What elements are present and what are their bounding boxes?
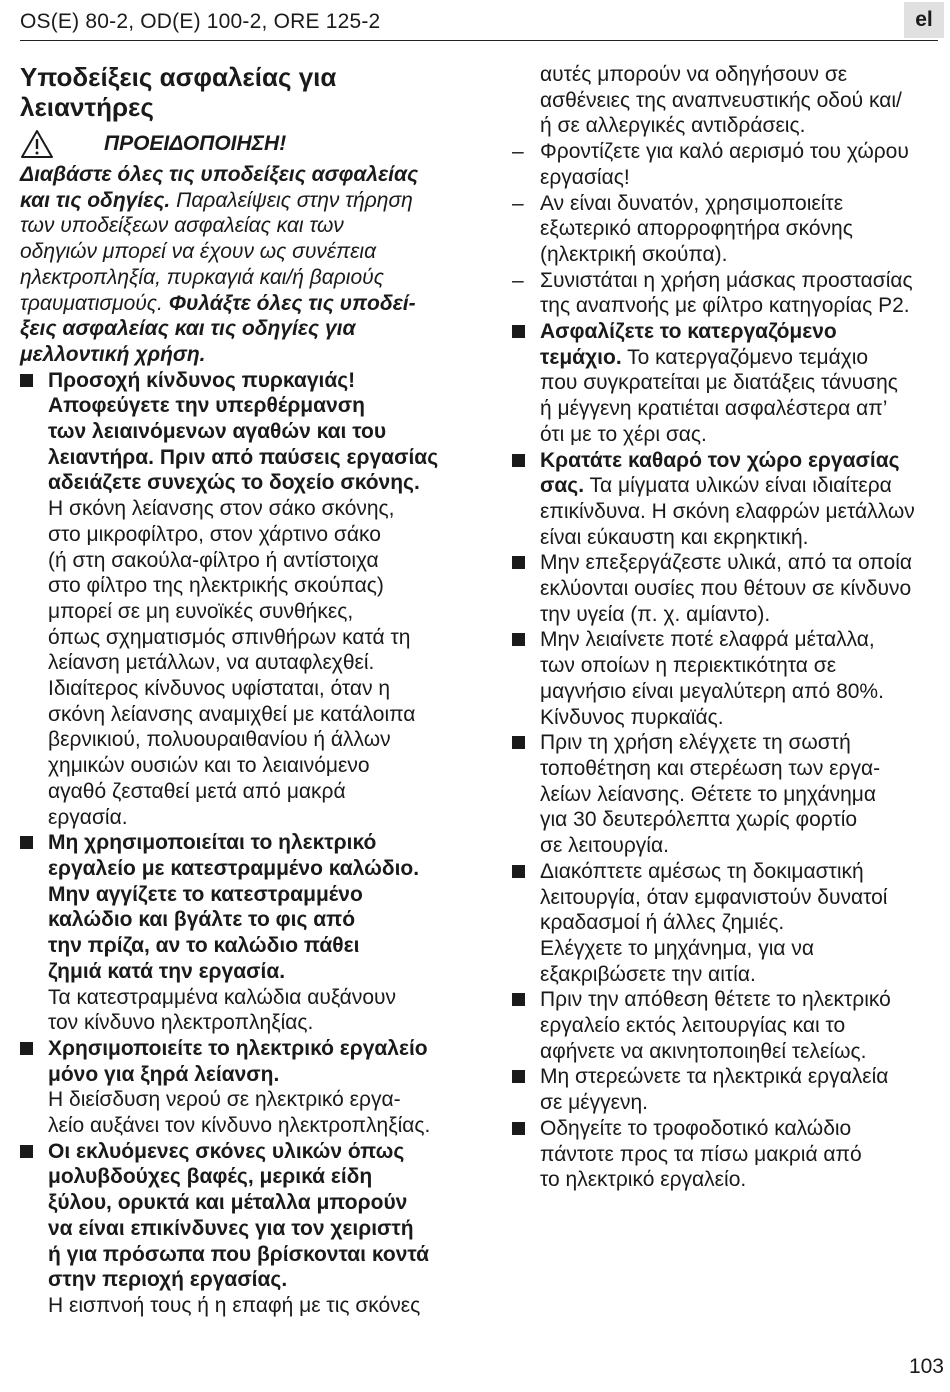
bullet-square-icon — [20, 1042, 33, 1055]
list-item-fire — [20, 368, 460, 831]
item-text: αυτές μπορούν να οδηγήσουν σε — [540, 63, 848, 86]
bullet-square-icon — [512, 633, 525, 646]
intro-bold: Διαβάστε όλες τις υποδείξεις ασφαλείας — [20, 163, 419, 186]
bullet-square-icon — [512, 556, 525, 569]
section-title — [20, 62, 460, 122]
dash-item-extraction — [512, 191, 948, 268]
bullet-square-icon — [512, 325, 525, 338]
item-text: Ιδιαίτερος κίνδυνος υφίσταται, όταν η — [48, 677, 391, 701]
item-bold-text: Χρησιμοποιείτε το ηλεκτρικό εργαλείο — [48, 1036, 428, 1060]
item-text: Πριν τη χρήση ελέγχετε τη σωστή — [540, 731, 851, 755]
item-text: λείανση μετάλλων, να αυταφλεχθεί. — [48, 651, 375, 675]
item-text: (ηλεκτρική σκούπα). — [540, 242, 728, 266]
item-text: είναι εύκαυστη και εκρηκτική. — [540, 525, 809, 549]
item-bold-text: αδειάζετε συνεχώς το δοχείο σκόνης. — [48, 471, 420, 495]
item-bold-text: την πρίζα, αν το καλώδιο πάθει — [48, 934, 360, 958]
bullet-square-icon — [20, 836, 33, 849]
item-text: Η σκόνη λείανσης στον σάκο σκόνης, — [48, 497, 395, 521]
warning-row — [20, 128, 460, 160]
item-text: τοποθέτηση και στερέωση των εργα- — [540, 756, 881, 780]
intro-text: τραυματισμούς. — [20, 291, 169, 315]
item-bold-text: καλώδιο και βγάλτε το φις από — [48, 908, 356, 932]
list-item-no-vise — [512, 1064, 948, 1115]
item-text: Ελέγχετε το μηχάνημα, για να — [540, 936, 815, 960]
dust-continuation — [512, 62, 948, 139]
item-bold-text: Προσοχή κίνδυνος πυρκαγιάς! — [48, 368, 356, 392]
item-text: στο φίλτρο της ηλεκτρικής σκούπας) — [48, 574, 384, 598]
item-text: εκλύονται ουσίες που θέτουν σε κίνδυνο — [540, 577, 912, 601]
item-text: κραδασμοί ή άλλες ζημιές. — [540, 911, 785, 935]
list-item-dust — [20, 1139, 460, 1319]
page-number: 103 — [908, 1355, 944, 1378]
item-text: εργασία. — [48, 805, 128, 829]
list-item-check-tools — [512, 730, 948, 859]
item-text: εργαλείο εκτός λειτουργίας και το — [540, 1014, 846, 1038]
item-text: για 30 δευτερόλεπτα χωρίς φορτίο — [540, 808, 858, 832]
intro-text: των υποδείξεων ασφαλείας και των — [20, 214, 344, 238]
right-column — [512, 62, 948, 1193]
item-text: που συγκρατείται με διατάξεις τάνυσης — [540, 371, 898, 395]
item-text: Μην λειαίνετε ποτέ ελαφρά μέταλλα, — [540, 628, 875, 652]
item-text: λειτουργία, όταν εμφανιστούν δυνατοί — [540, 885, 888, 909]
item-bold-text: Αποφεύγετε την υπερθέρμανση — [48, 394, 365, 418]
intro-bold: μελλοντική χρήση. — [20, 342, 206, 366]
dash-marker: – — [512, 191, 524, 215]
item-bold-text: Οι εκλυόμενες σκόνες υλικών όπως — [48, 1139, 405, 1163]
bullet-square-icon — [512, 454, 525, 467]
item-text: Διακόπτετε αμέσως τη δοκιμαστική — [540, 859, 864, 883]
bullet-square-icon — [512, 993, 525, 1006]
item-text: Φροντίζετε για καλό αερισμό του χώρου — [540, 140, 909, 164]
warning-label: ΠΡΟΕΙΔΟΠΟΙΗΣΗ! — [104, 132, 287, 156]
item-bold-text: των λειαινόμενων αγαθών και του — [48, 420, 387, 444]
item-bold-text: ή για πρόσωπα που βρίσκονται κοντά — [48, 1242, 430, 1266]
intro-bold: Φυλάξτε όλες τις υποδεί- — [168, 291, 416, 315]
item-text: Αν είναι δυνατόν, χρησιμοποιείτε — [540, 191, 844, 215]
item-text: ασθένειες της αναπνευστικής οδού και/ — [540, 88, 902, 112]
item-text: (ή στη σακούλα-φίλτρο ή αντίστοιχα — [48, 548, 379, 572]
item-bold-text: Κρατάτε καθαρό τον χώρο εργασίας — [540, 448, 900, 472]
bullet-square-icon — [512, 736, 525, 749]
header-rule — [20, 40, 938, 41]
item-text: Η διείσδυση νερού σε ηλεκτρικό εργα- — [48, 1088, 401, 1112]
dash-item-ventilation — [512, 139, 948, 190]
intro-bold: και τις οδηγίες. — [20, 188, 171, 212]
warning-triangle-icon — [20, 129, 54, 159]
item-text: Τα κατεστραμμένα καλώδια αυξάνουν — [48, 985, 396, 1009]
bullet-square-icon — [512, 1070, 525, 1083]
item-text: Μη στερεώνετε τα ηλεκτρικά εργαλεία — [540, 1065, 889, 1089]
document-model-header: OS(E) 80-2, OD(E) 100-2, ORE 125-2 — [20, 10, 381, 33]
language-tab: el — [904, 2, 944, 38]
item-bold-text: μόνο για ξηρά λείανση. — [48, 1062, 280, 1086]
item-text: Μην επεξεργάζεστε υλικά, από τα οποία — [540, 551, 913, 575]
item-text: των οποίων η περιεκτικότητα σε — [540, 654, 837, 678]
item-text: λείων λείανσης. Θέτετε το μηχάνημα — [540, 782, 877, 806]
item-text: πάντοτε προς τα πίσω μακριά από — [540, 1142, 862, 1166]
intro-bold: ξεις ασφαλείας και τις οδηγίες για — [20, 317, 356, 341]
item-text: επικίνδυνα. Η σκόνη ελαφρών μετάλλων — [540, 499, 915, 523]
item-text: Το κατεργαζόμενο τεμάχιο — [621, 345, 869, 369]
item-bold-text: Ασφαλίζετε το κατεργαζόμενο — [540, 320, 837, 344]
item-bold-text: Μη χρησιμοποιείται το ηλεκτρικό — [48, 831, 377, 855]
item-text: σε μέγγενη. — [540, 1091, 648, 1115]
item-text: μαγνήσιο είναι μεγαλύτερη από 80%. — [540, 679, 884, 703]
intro-text: ηλεκτροπληξία, πυρκαγιά και/ή βαριούς — [20, 265, 384, 289]
bullet-square-icon — [512, 865, 525, 878]
list-item-switch-off — [512, 987, 948, 1064]
bullet-square-icon — [512, 1122, 525, 1135]
left-column — [20, 62, 460, 1319]
list-item-dry-sanding — [20, 1036, 460, 1139]
item-text: Τα μίγματα υλικών είναι ιδιαίτερα — [584, 474, 892, 498]
dash-marker: – — [512, 140, 524, 164]
item-bold-text: σας. — [540, 474, 585, 498]
list-item-stop-test — [512, 859, 948, 988]
item-text: σκόνη λείανσης αναμιχθεί με κατάλοιπα — [48, 702, 416, 726]
item-text: ή μέγγενη κρατιέται ασφαλέστερα απ’ — [540, 397, 888, 421]
item-bold-text: εργαλείο με κατεστραμμένο καλώδιο. — [48, 856, 420, 880]
item-text: τον κίνδυνο ηλεκτροπληξίας. — [48, 1011, 314, 1035]
item-bold-text: μολυβδούχες βαφές, μερικά είδη — [48, 1165, 373, 1189]
item-bold-text: ξύλου, ορυκτά και μέταλλα μπορούν — [48, 1191, 408, 1215]
dash-marker: – — [512, 268, 524, 292]
item-text: εξωτερικό απορροφητήρα σκόνης — [540, 217, 853, 241]
dash-item-mask — [512, 268, 948, 319]
list-item-clean-workspace — [512, 448, 948, 551]
item-text: χημικών ουσιών και το λειαινόμενο — [48, 754, 370, 778]
item-text: Η εισπνοή τους ή η επαφή με τις σκόνες — [48, 1293, 421, 1317]
item-text: σε λειτουργία. — [540, 834, 669, 858]
item-bold-text: λειαντήρα. Πριν από παύσεις εργασίας — [48, 445, 439, 469]
list-item-cable-routing — [512, 1116, 948, 1193]
title-line: Υποδείξεις ασφαλείας για — [20, 62, 337, 92]
bullet-square-icon — [20, 374, 33, 387]
item-bold-text: στην περιοχή εργασίας. — [48, 1268, 288, 1292]
intro-paragraph — [20, 162, 460, 368]
item-text: Οδηγείτε το τροφοδοτικό καλώδιο — [540, 1116, 852, 1140]
item-text: ότι με το χέρι σας. — [540, 422, 707, 446]
intro-text: οδηγιών μπορεί να έχουν ως συνέπεια — [20, 240, 377, 264]
list-item-light-metals — [512, 627, 948, 730]
list-item-cable — [20, 830, 460, 1036]
bullet-square-icon — [20, 1145, 33, 1158]
item-text: μπορεί σε μη ευνοϊκές συνθήκες, — [48, 599, 354, 623]
item-text: Κίνδυνος πυρκαϊάς. — [540, 705, 724, 729]
item-bold-text: να είναι επικίνδυνες για τον χειριστή — [48, 1216, 414, 1240]
list-item-secure-workpiece — [512, 319, 948, 448]
title-line: λειαντήρες — [20, 92, 154, 122]
item-bold-text: ζημιά κατά την εργασία. — [48, 959, 286, 983]
item-text: Πριν την απόθεση θέτετε το ηλεκτρικό — [540, 988, 891, 1012]
list-item-hazardous-materials — [512, 550, 948, 627]
item-bold-text: τεμάχιο. — [540, 345, 622, 369]
item-text: εργασίας! — [540, 165, 630, 189]
item-text: βερνικιού, πολυουραιθανίου ή άλλων — [48, 728, 391, 752]
item-text: αγαθό ζεσταθεί μετά από μακρά — [48, 779, 346, 803]
item-text: αφήνετε να ακινητοποιηθεί τελείως. — [540, 1039, 867, 1063]
item-text: της αναπνοής με φίλτρο κατηγορίας P2. — [540, 294, 910, 318]
item-bold-text: Μην αγγίζετε το κατεστραμμένο — [48, 882, 363, 906]
item-text: εξακριβώσετε την αιτία. — [540, 962, 756, 986]
item-text: ή σε αλλεργικές αντιδράσεις. — [540, 114, 806, 138]
item-text: την υγεία (π. χ. αμίαντο). — [540, 602, 771, 626]
item-text: όπως σχηματισμός σπινθήρων κατά τη — [48, 625, 411, 649]
intro-text: Παραλείψεις στην τήρηση — [170, 188, 413, 212]
item-text: λείο αυξάνει τον κίνδυνο ηλεκτροπληξίας. — [48, 1114, 431, 1138]
item-text: το ηλεκτρικό εργαλείο. — [540, 1168, 747, 1192]
item-text: στο μικροφίλτρο, στον χάρτινο σάκο — [48, 522, 381, 546]
item-text: Συνιστάται η χρήση μάσκας προστασίας — [540, 268, 913, 292]
